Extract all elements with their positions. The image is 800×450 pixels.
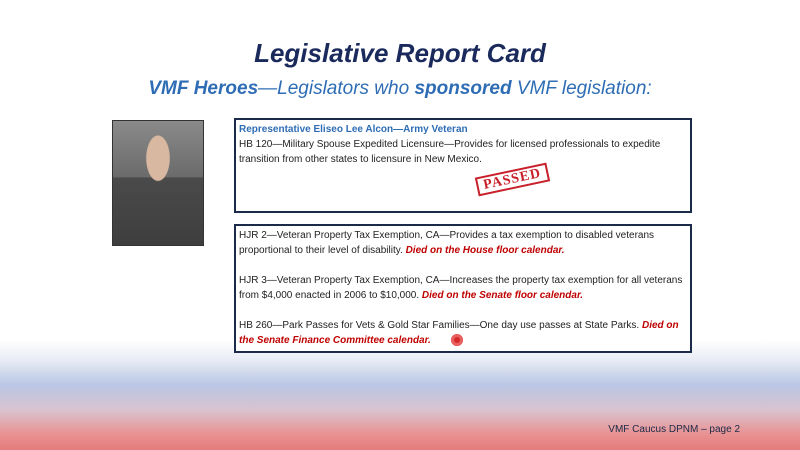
failed-bills-box xyxy=(234,224,692,353)
bill-item xyxy=(239,228,687,258)
bill-text: HJR 2—Veteran Property Tax Exemption, CA—Provides a tax exemption to disabled veterans proportional to their level of disability. xyxy=(239,230,655,256)
bill-item xyxy=(239,273,687,303)
subtitle-bold: sponsored xyxy=(414,78,512,99)
stop-icon xyxy=(451,334,463,346)
bill-item xyxy=(239,318,687,348)
bill-text: HJR 3—Veteran Property Tax Exemption, CA—Increases the property tax exemption for all veterans from $4,000 enacted in 2006 to $10,000. xyxy=(239,275,683,301)
bill-status: Died on the House floor calendar. xyxy=(405,245,565,256)
page-title: Legislative Report Card xyxy=(254,38,546,68)
passed-bill-box xyxy=(234,118,692,213)
representative-name: Representative Eliseo Lee Alcon—Army Veteran xyxy=(239,124,468,135)
passed-stamp: PASSED xyxy=(475,163,550,197)
bill-description: HB 120—Military Spouse Expedited Licensure—Provides for licensed professionals to expedite transition from other states to licensure in New Mexico. xyxy=(239,139,661,165)
subtitle-lead: VMF Heroes xyxy=(148,78,259,99)
subtitle xyxy=(0,78,800,100)
bill-text: HB 260—Park Passes for Vets & Gold Star Families—One day use passes at State Parks. xyxy=(239,320,642,331)
subtitle-end: VMF legislation: xyxy=(511,78,652,99)
footer: VMF Caucus DPNM – page 2 xyxy=(608,424,740,435)
bill-status: Died on the Senate floor calendar. xyxy=(421,290,584,301)
subtitle-mid: —Legislators who xyxy=(258,78,415,99)
bill-status: Died on the Senate Finance Committee calendar. xyxy=(239,320,679,346)
legislator-photo xyxy=(112,120,204,246)
